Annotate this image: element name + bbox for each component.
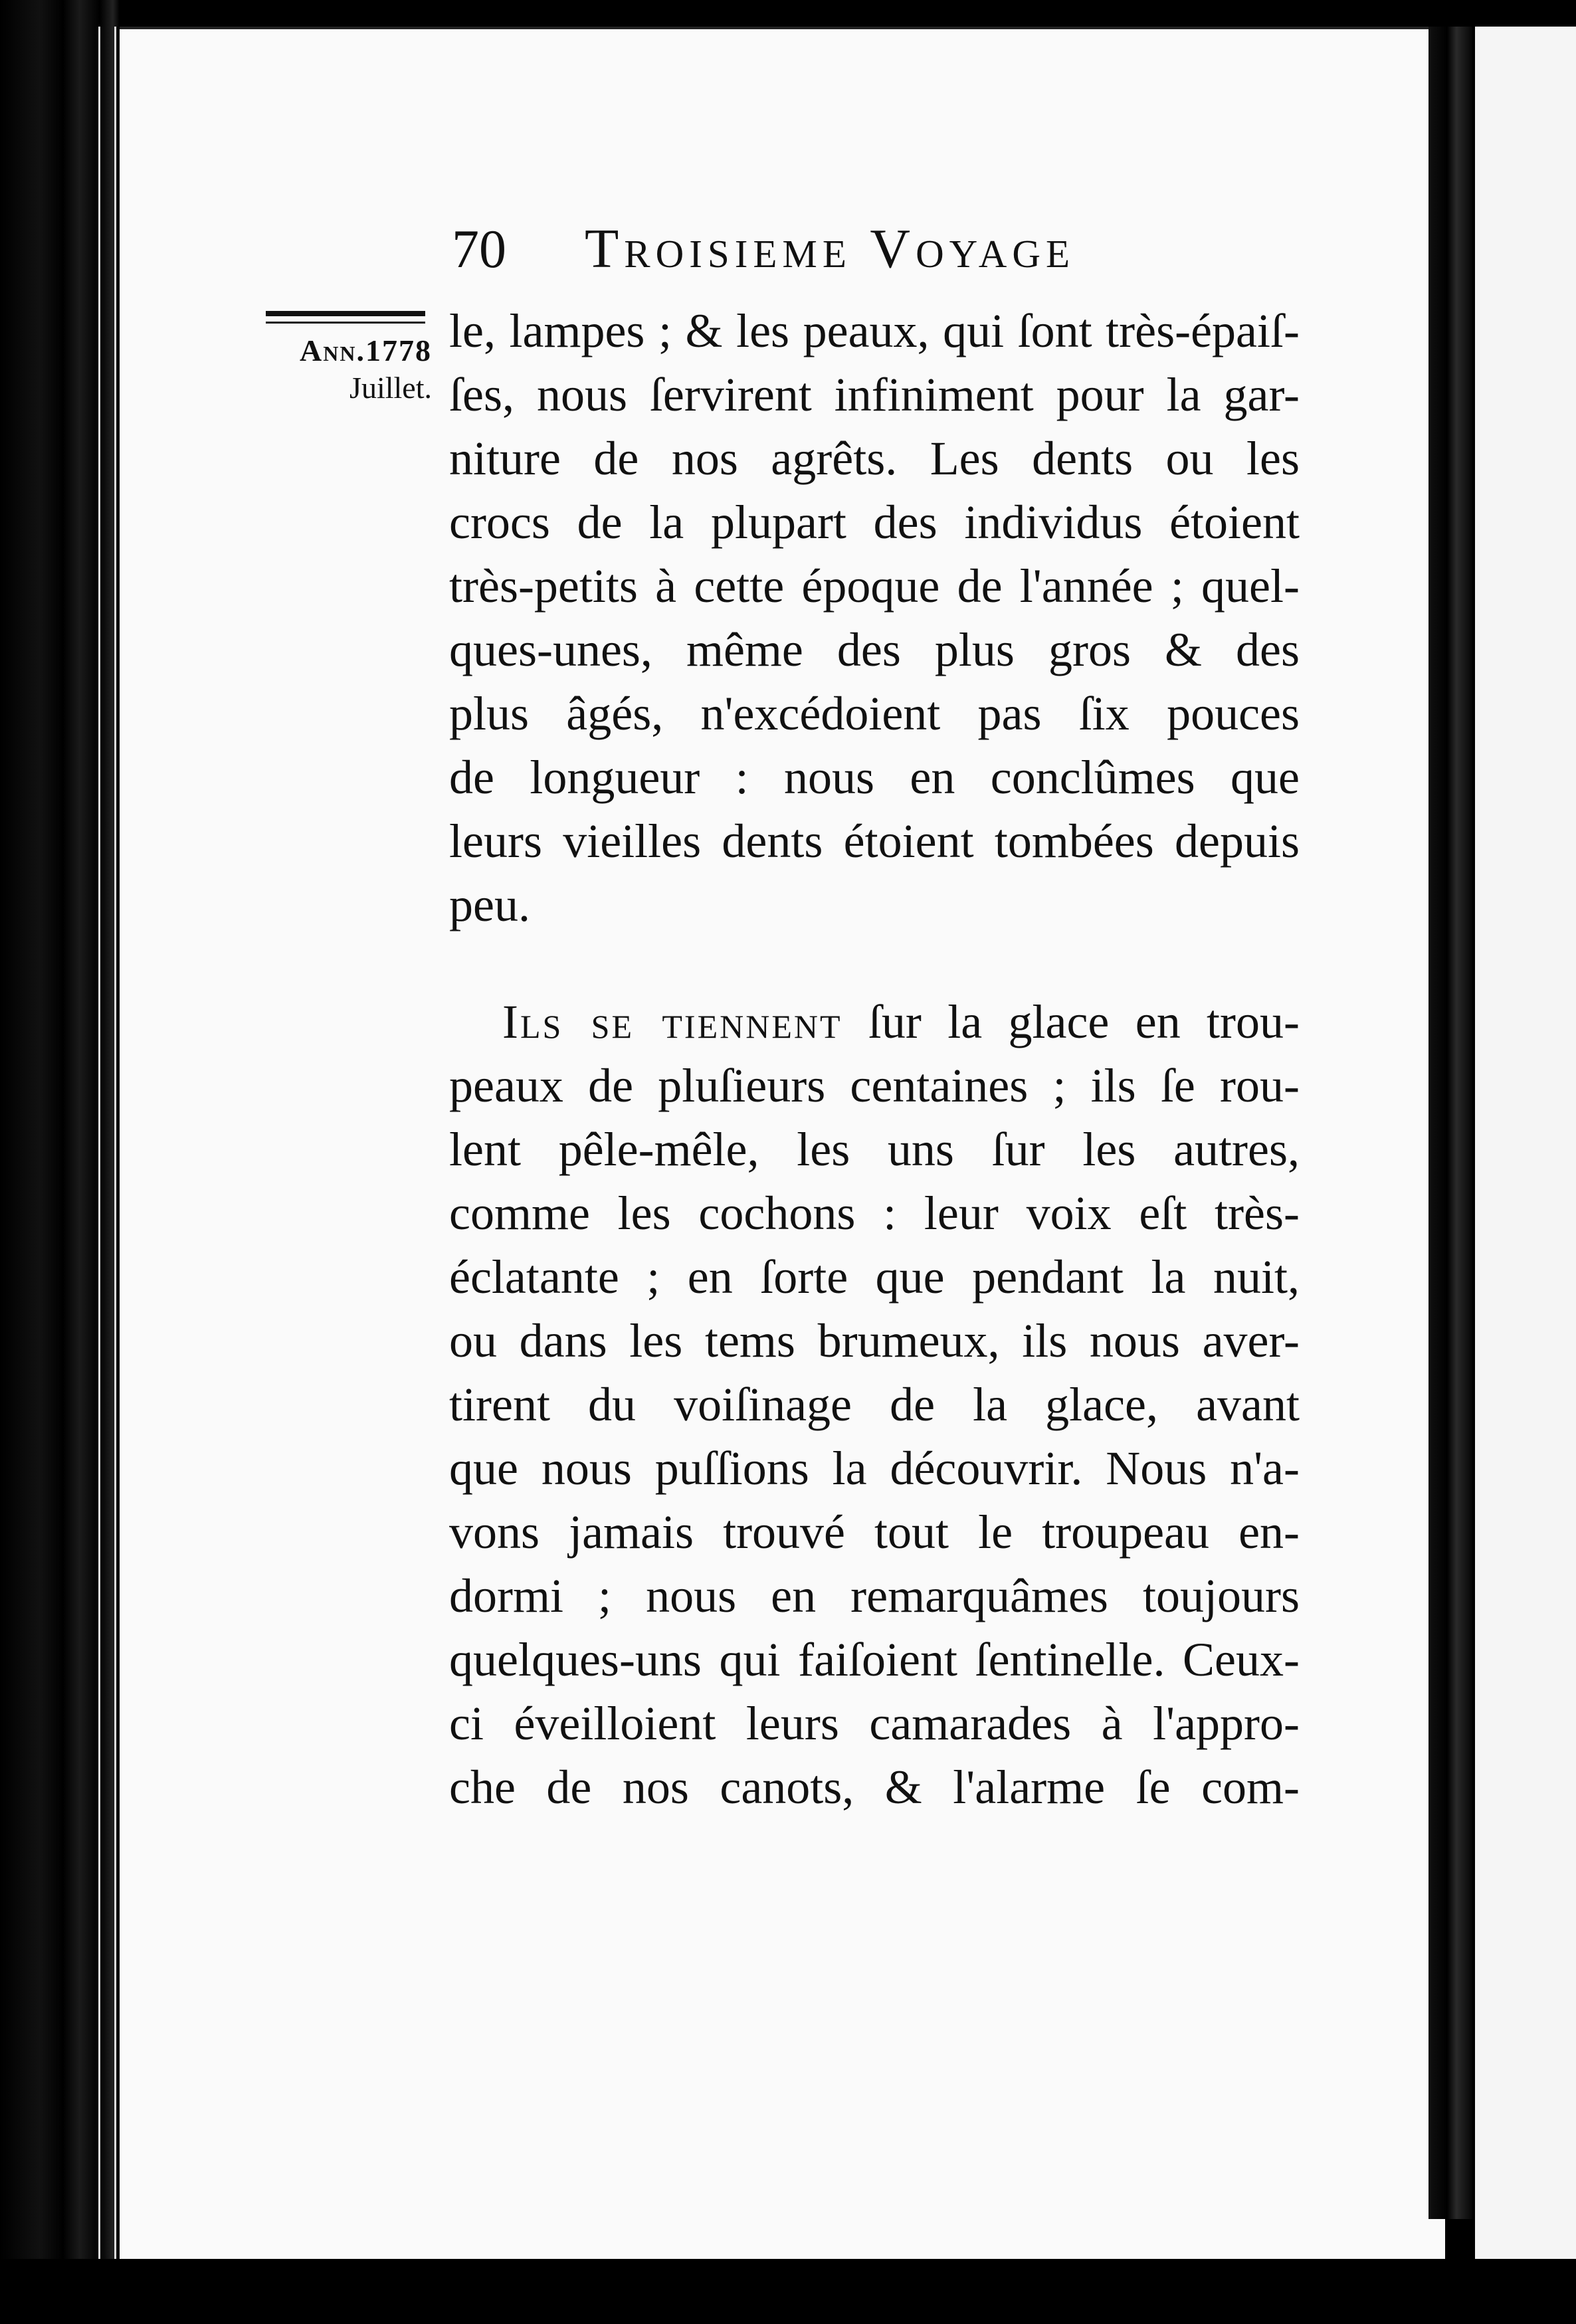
body-line: éclatante ; en ſorte que pendant la nuit, — [449, 1250, 1300, 1304]
scan-bottom-border — [0, 2259, 1576, 2324]
body-line: dormi ; nous en remarquâmes toujours — [449, 1569, 1300, 1622]
body-line: très-petits à cette époque de l'année ; quel- — [449, 559, 1300, 613]
next-page — [1475, 27, 1576, 2259]
paragraph-first-line — [502, 990, 1300, 1054]
body-line: niture de nos agrêts. Les dents ou les — [449, 432, 1300, 485]
page-gutter-shadow — [1428, 27, 1475, 2219]
book-spine — [0, 0, 120, 2324]
margin-note-year: Ann.1778 — [300, 334, 432, 367]
spine-line — [114, 27, 116, 2285]
body-line: peaux de pluſieurs centaines ; ils ſe rou- — [449, 1059, 1300, 1112]
body-line: ci éveilloient leurs camarades à l'appro- — [449, 1697, 1300, 1750]
body-line: tirent du voiſinage de la glace, avant — [449, 1378, 1300, 1431]
margin-rule — [266, 311, 425, 316]
body-line: vons jamais trouvé tout le troupeau en- — [449, 1505, 1300, 1559]
body-line: peu. — [449, 878, 530, 931]
body-line: crocs de la plupart des individus étoient — [449, 496, 1300, 549]
body-line: ou dans les tems brumeux, ils nous aver- — [449, 1314, 1300, 1367]
body-line: plus âgés, n'excédoient pas ſix pouces — [449, 687, 1300, 740]
body-line: lent pêle-mêle, les uns ſur les autres, — [449, 1123, 1300, 1176]
body-line: quelques-uns qui faiſoient ſentinelle. Ceux- — [449, 1633, 1300, 1686]
body-line: che de nos canots, & l'alarme ſe com- — [449, 1761, 1300, 1814]
margin-note-month: Juillet. — [349, 371, 432, 405]
body-line: ques-unes, même des plus gros & des — [449, 623, 1300, 676]
paragraph-lead-words: Ils se tiennent — [502, 995, 842, 1048]
body-line: leurs vieilles dents étoient tombées depuis — [449, 815, 1300, 868]
body-line: ſes, nous ſervirent infiniment pour la gar- — [449, 368, 1300, 421]
running-title: Troisieme Voyage — [585, 218, 1075, 280]
body-line: que nous puſſions la découvrir. Nous n'a- — [449, 1442, 1300, 1495]
margin-note — [266, 332, 432, 407]
margin-rule — [266, 322, 425, 324]
body-line: de longueur : nous en conclûmes que — [449, 751, 1300, 804]
body-line: le, lampes ; & les peaux, qui ſont très-épaiſ- — [449, 304, 1300, 357]
page-number: 70 — [452, 219, 506, 279]
running-header — [452, 219, 1316, 279]
body-line: comme les cochons : leur voix eſt très- — [449, 1187, 1300, 1240]
paragraph-first-line-rest: ſur la glace en trou- — [842, 995, 1300, 1048]
spine-line — [98, 27, 100, 2285]
